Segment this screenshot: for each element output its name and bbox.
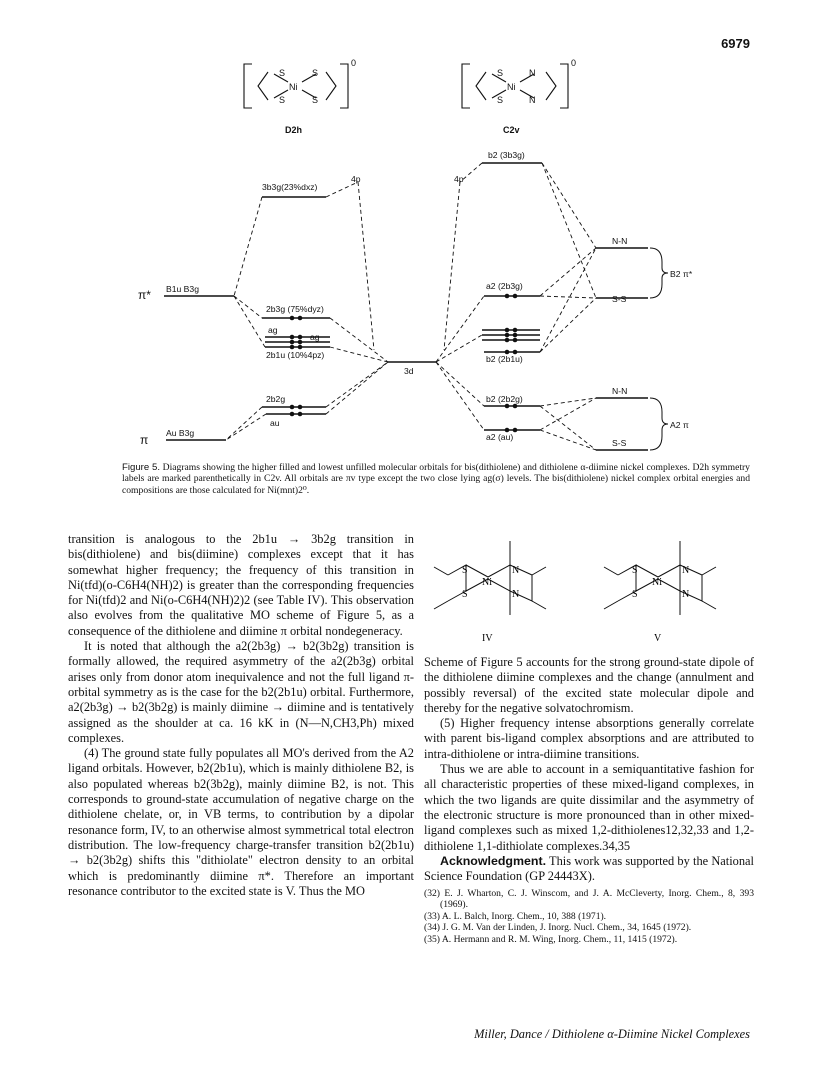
struct-ni-right: Ni — [507, 82, 516, 92]
v-ni: Ni — [652, 577, 662, 588]
iv-ni: Ni — [482, 577, 492, 588]
lbl-b2pi: B2 π* — [670, 269, 693, 279]
right-column — [424, 655, 754, 945]
lbl-au-b3g: Au B3g — [166, 428, 195, 438]
lbl-3b3g: 3b3g(23%dxz) — [262, 182, 318, 192]
caption-text: Diagrams showing the higher filled and lowest unfilled molecular orbitals for bis(dithiolene) and dithiolene α-diimine nickel complexes. D2h symmetry labels are marked parenthetically in C2v. All orbitals are πv type except the two close lying ag(σ) levels. The bis(dithiolene) nickel complex orbital energies and compositions are those calculated for Ni(mnt)2⁰. — [122, 462, 750, 496]
lbl-a2-2b3g: a2 (2b3g) — [486, 281, 523, 291]
lbl-ag: ag — [268, 325, 278, 335]
lbl-ag2: ag — [310, 332, 320, 342]
charge-left: 0 — [351, 58, 357, 68]
lbl-nn1: N-N — [612, 236, 628, 246]
lbl-a2-au: a2 (au) — [486, 432, 514, 442]
iv-n1: N — [512, 565, 520, 576]
references — [424, 888, 754, 945]
label-iv: IV — [482, 633, 493, 644]
lbl-4p-right: 4p — [454, 174, 464, 184]
struct-s3: S — [279, 95, 286, 105]
lbl-b2-2b1u: b2 (2b1u) — [486, 354, 523, 364]
reference-32: (32) E. J. Wharton, C. J. Winscom, and J. A. McCleverty, Inorg. Chem., 8, 393 (1969). — [424, 888, 754, 911]
struct-n1: N — [529, 68, 536, 78]
acknowledgment — [424, 854, 754, 885]
acknowledgment-text: This work was supported by the National Science Foundation (GP 24443X). — [424, 853, 755, 884]
lbl-b1u-b3g: B1u B3g — [166, 284, 199, 294]
charge-right: 0 — [571, 58, 577, 68]
lbl-2b1u: 2b1u (10%4pz) — [266, 350, 325, 360]
lbl-pi: π — [140, 433, 149, 447]
resonance-structures — [428, 533, 754, 651]
sym-d2h: D2h — [285, 125, 303, 135]
mo-diagram — [0, 0, 824, 460]
lbl-ss2: S-S — [612, 438, 627, 448]
lbl-4p-left: 4p — [351, 174, 361, 184]
lbl-pi-star: π* — [138, 288, 151, 302]
caption-label: Figure 5. — [122, 462, 161, 473]
label-v: V — [654, 633, 662, 644]
struct-s2: S — [312, 68, 319, 78]
v-n1: N — [682, 565, 690, 576]
left-paragraph-1: transition is analogous to the 2b1u → 3b2g transition in bis(dithiolene) and bis(diimine) complexes except that it has somewhat higher frequency; the frequency of this transition in Ni(tfd)(o-C6H4(NH)2) is greater than the corresponding frequencies for Ni(tfd)2 and Ni(o-C6H4(NH)2)2 (see Table IV). This observation also evolves from the qualitative MO scheme of Figure 5, as a consequence of the dithiolene and diimine π orbital nondegeneracy. — [68, 532, 414, 638]
iv-s2: S — [462, 589, 468, 600]
v-s2: S — [632, 589, 638, 600]
struct-s4: S — [312, 95, 319, 105]
right-paragraph-1: Scheme of Figure 5 accounts for the strong ground-state dipole of the dithiolene diimine complexes and the change (annulment and possibly reversal) of the excited state molecular dipole and thereby for the negative solvatochromism. — [424, 655, 754, 715]
lbl-a2pi: A2 π — [670, 420, 689, 430]
v-s1: S — [632, 565, 638, 576]
reference-34: (34) J. G. M. Van der Linden, J. Inorg. Nucl. Chem., 34, 1645 (1972). — [424, 922, 692, 934]
acknowledgment-heading: Acknowledgment. — [440, 853, 547, 868]
lbl-2b3g: 2b3g (75%dyz) — [266, 304, 324, 314]
reference-35: (35) A. Hermann and R. M. Wing, Inorg. Chem., 11, 1415 (1972). — [424, 933, 678, 945]
struct-s1: S — [279, 68, 286, 78]
v-n2: N — [682, 589, 690, 600]
iv-s1: S — [462, 565, 468, 576]
struct-s6: S — [497, 95, 504, 105]
lbl-3d: 3d — [404, 366, 414, 376]
lbl-au: au — [270, 418, 280, 428]
lbl-ss1: S-S — [612, 294, 627, 304]
left-paragraph-2: It is noted that although the a2(2b3g) → b2(3b2g) transition is formally allowed, the required asymmetry of the a2(2b3g) orbital arises only from donor atom inequivalence and not the full ligand π-orbital symmetry as is the case for the b2(2b1u) orbital. Furthermore, a2(2b3g) → b2(3b2g) is mainly diimine → diimine and is tentatively assigned as the shoulder at ca. 16 kK in (N—N,CH3,Ph) mixed complexes. — [68, 639, 414, 745]
struct-ni-left: Ni — [289, 82, 298, 92]
right-paragraph-3: Thus we are able to account in a semiquantitative fashion for all characteristic properties of these mixed-ligand complexes, in which the two ligands are quite dissimilar and the asymmetry of the electronic structure is more pronounced than in other mixed-ligand complexes such as mixed 1,2-dithiolenes12,32,33 and 1,2-dithiolene 1,1-dithiolate complexes.34,35 — [424, 762, 754, 853]
running-footer: Miller, Dance / Dithiolene α-Diimine Nickel Complexes — [474, 1027, 750, 1041]
struct-n2: N — [529, 95, 536, 105]
left-paragraph-3: (4) The ground state fully populates all MO's derived from the A2 ligand orbitals. However, b2(2b1u), which is mainly dithiolene B2, is also populated whereas b2(3b2g), mainly diimine B2, is not. This corresponds to ground-state accumulation of negative charge on the dithiolene chelate, or, in VB terms, to contribution by a dipolar resonance form, IV, to an otherwise almost symmetrical total electron distribution. The low-frequency charge-transfer transition b2(2b1u) → b2(3b2g) shifts this "dithiolate" electron density to an orbital which is predominantly diimine π*. Therefore an important resonance contributor to the excited state is V. Thus the MO — [68, 746, 414, 898]
iv-n2: N — [512, 589, 520, 600]
right-paragraph-2: (5) Higher frequency intense absorptions generally correlate with parent bis-ligand complex absorptions and are attributed to intra-dithiolene or intra-diimine transitions. — [424, 716, 754, 761]
lbl-2b2g: 2b2g — [266, 394, 286, 404]
reference-33: (33) A. L. Balch, Inorg. Chem., 10, 388 (1971). — [424, 910, 607, 922]
struct-s5: S — [497, 68, 504, 78]
lbl-nn2: N-N — [612, 386, 628, 396]
left-column — [68, 532, 414, 899]
figure-caption — [122, 462, 750, 496]
lbl-b2-3b3g: b2 (3b3g) — [488, 150, 525, 160]
page-number: 6979 — [721, 36, 750, 51]
lbl-b2-2b2g: b2 (2b2g) — [486, 394, 523, 404]
sym-c2v: C2v — [503, 125, 520, 135]
